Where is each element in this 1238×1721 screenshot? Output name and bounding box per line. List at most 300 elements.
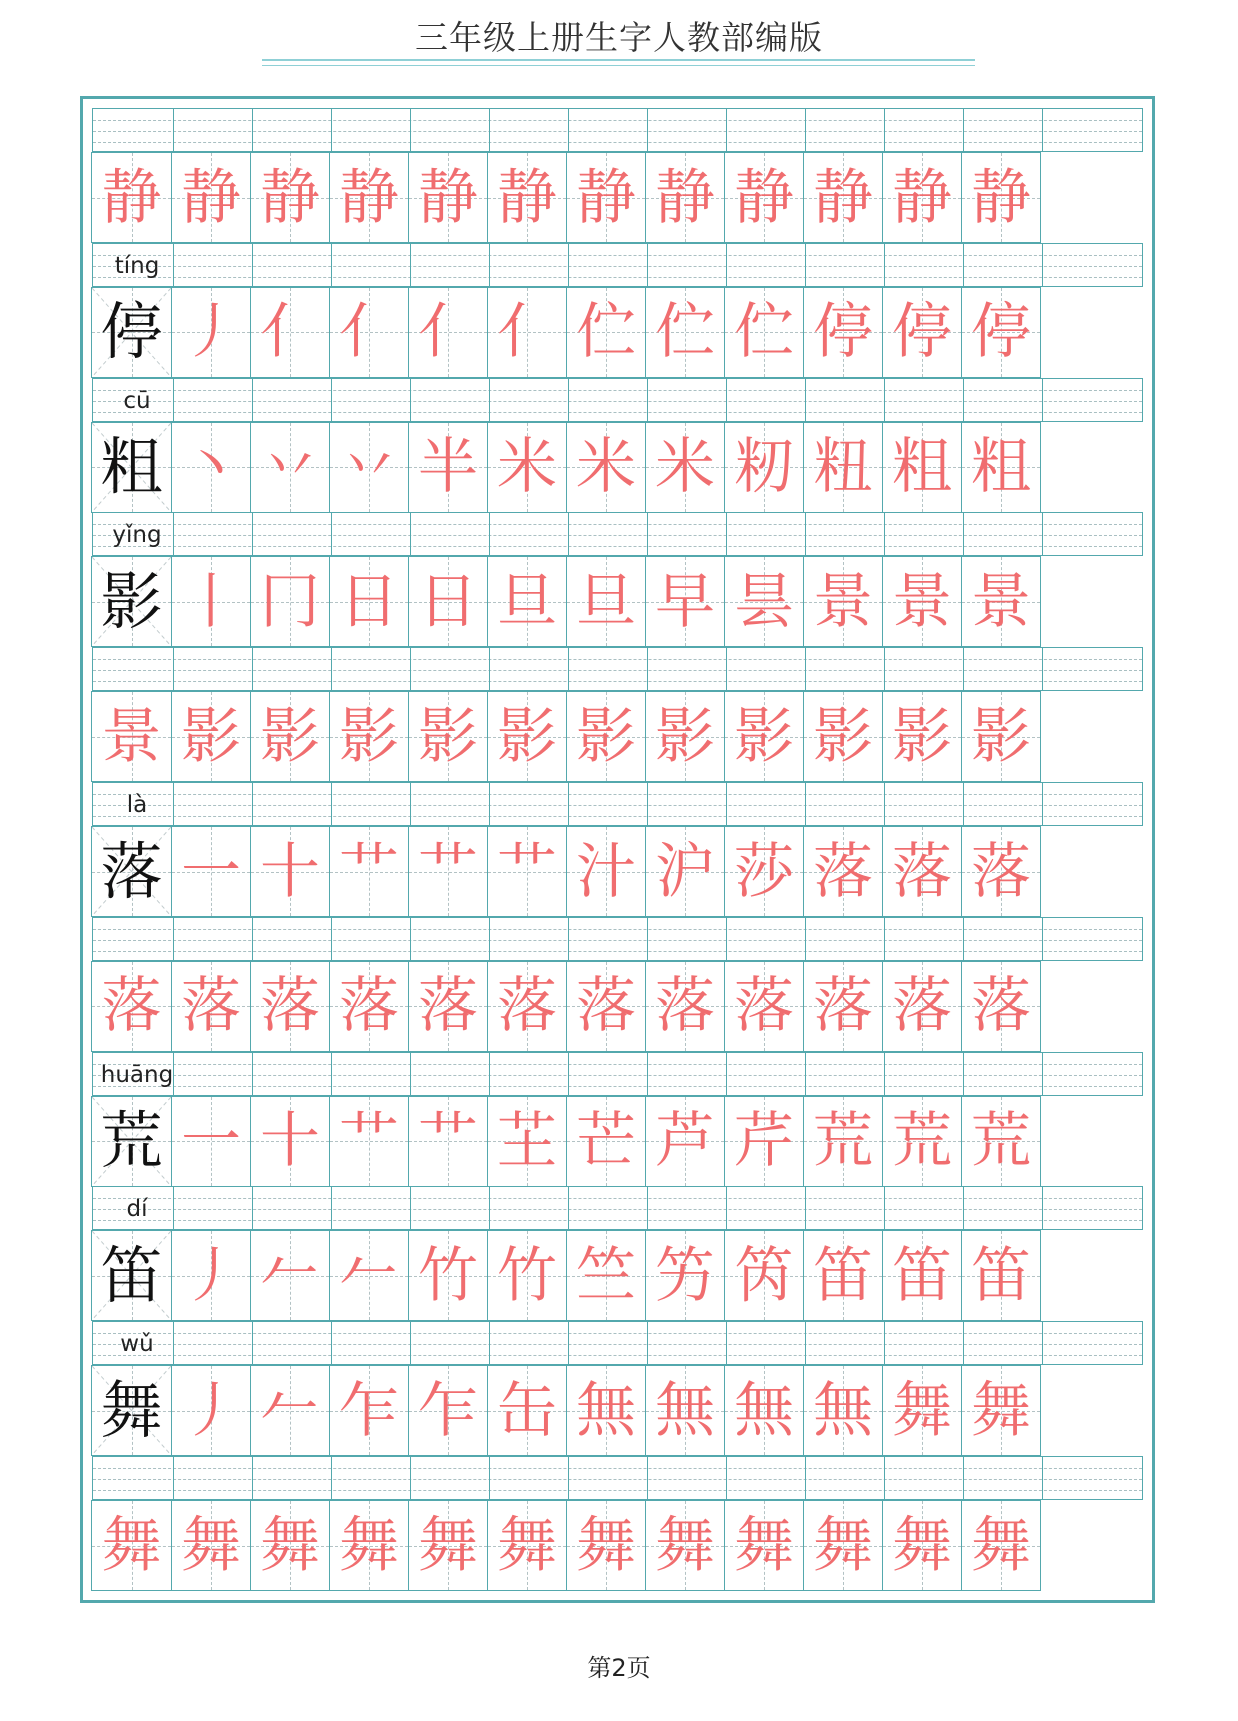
tracing-cell [882, 556, 962, 647]
trace-character: 亻 [497, 297, 557, 368]
tracing-cell [882, 152, 962, 243]
trace-character: 早 [655, 566, 715, 637]
practice-row [92, 108, 1143, 243]
practice-row [92, 1052, 1143, 1187]
tracing-cell [329, 826, 409, 917]
pinyin-band [92, 1186, 1143, 1230]
trace-character: 落 [813, 836, 873, 907]
trace-character: 荒 [971, 1106, 1031, 1177]
trace-character: 丷 [260, 432, 320, 503]
trace-character: 汁 [576, 836, 636, 907]
tracing-cell [250, 1500, 330, 1591]
trace-character: 舞 [497, 1510, 557, 1581]
tracing-cell [171, 1230, 251, 1321]
trace-character: 芏 [497, 1106, 557, 1177]
tracing-cell [171, 826, 251, 917]
tracing-cell [566, 691, 646, 782]
tracing-cell [329, 961, 409, 1052]
model-character: 影 [100, 564, 163, 638]
trace-character: 粗 [892, 432, 952, 503]
pinyin-band [92, 378, 1143, 422]
practice-row [92, 243, 1143, 378]
trace-character: 静 [181, 162, 241, 233]
model-character: 荒 [100, 1104, 163, 1178]
trace-character: 影 [971, 701, 1031, 772]
model-character: 粗 [100, 430, 163, 504]
trace-character: 落 [101, 971, 162, 1042]
tracing-cell [645, 1365, 725, 1456]
trace-character: 停 [892, 297, 952, 368]
trace-character: 影 [260, 701, 320, 772]
trace-character: 静 [339, 162, 399, 233]
trace-character: 無 [576, 1375, 636, 1446]
tracing-cell [803, 422, 883, 513]
trace-character: 静 [971, 162, 1031, 233]
model-character: 舞 [100, 1373, 163, 1447]
tracing-cell [961, 1365, 1041, 1456]
tracing-cell [803, 287, 883, 378]
pinyin-band [92, 917, 1143, 961]
tracing-cell [487, 1500, 567, 1591]
tracing-cell [171, 1365, 251, 1456]
trace-character: 丶 [181, 432, 241, 503]
pinyin-band [92, 243, 1143, 287]
trace-character: 𠂉 [260, 1375, 320, 1446]
tracing-cell [803, 1365, 883, 1456]
trace-character: 舞 [576, 1510, 636, 1581]
tracing-cell [961, 556, 1041, 647]
tracing-cell [961, 287, 1041, 378]
tracing-cell [566, 1096, 646, 1187]
tracing-cell [171, 1096, 251, 1187]
practice-row [92, 782, 1143, 917]
tracing-cell [329, 556, 409, 647]
tracing-cell [882, 422, 962, 513]
tracing-cell [882, 826, 962, 917]
trace-character: 丿 [181, 1375, 241, 1446]
tracing-cell [803, 1230, 883, 1321]
tracing-cell [724, 1230, 804, 1321]
trace-character: 𠂉 [339, 1240, 399, 1311]
trace-character: 𠂉 [260, 1240, 320, 1311]
trace-character: 影 [655, 701, 715, 772]
trace-character: 落 [181, 971, 241, 1042]
tracing-cell [724, 1500, 804, 1591]
tracing-cell [645, 826, 725, 917]
tracing-cell [645, 1096, 725, 1187]
tracing-cell [408, 287, 488, 378]
tracing-cell [487, 691, 567, 782]
trace-character: 日 [418, 566, 478, 637]
tracing-cell [882, 961, 962, 1052]
tracing-cell [171, 556, 251, 647]
model-character: 落 [100, 834, 163, 908]
tracing-cell [961, 1500, 1041, 1591]
tracing-cell [645, 1230, 725, 1321]
trace-character: 芦 [655, 1106, 715, 1177]
tracing-cell [250, 1096, 330, 1187]
trace-character: 旦 [497, 566, 557, 637]
pinyin-label [93, 920, 181, 960]
trace-character: 落 [892, 971, 952, 1042]
trace-character: 舞 [418, 1510, 478, 1581]
model-character-cell [91, 826, 172, 917]
model-character-cell [91, 1230, 172, 1321]
tracing-cell [961, 1230, 1041, 1321]
tracing-cell [487, 422, 567, 513]
practice-grid [92, 108, 1143, 1591]
tracing-cell [882, 691, 962, 782]
tracing-cell [882, 1500, 962, 1591]
trace-character: 静 [260, 162, 320, 233]
tracing-cell [408, 1096, 488, 1187]
tracing-cell [91, 961, 172, 1052]
tracing-cell [250, 1230, 330, 1321]
tracing-cell [724, 691, 804, 782]
trace-character: 静 [497, 162, 557, 233]
tracing-cell [566, 826, 646, 917]
tracing-cell [91, 152, 172, 243]
tracing-cell [645, 961, 725, 1052]
trace-character: 落 [260, 971, 320, 1042]
trace-character: 景 [892, 566, 952, 637]
trace-character: 丿 [181, 297, 241, 368]
trace-character: 影 [892, 701, 952, 772]
trace-character: 艹 [418, 1106, 478, 1177]
trace-character: 竹 [497, 1240, 557, 1311]
trace-character: 落 [971, 971, 1031, 1042]
tracing-cell [645, 422, 725, 513]
tracing-cell [566, 961, 646, 1052]
trace-character: 舞 [892, 1375, 952, 1446]
tracing-cell [961, 1096, 1041, 1187]
trace-character: 停 [813, 297, 873, 368]
tracing-cell [408, 422, 488, 513]
tracing-cell [724, 422, 804, 513]
tracing-cell [329, 1230, 409, 1321]
tracing-cell [645, 556, 725, 647]
trace-character: 沪 [655, 836, 715, 907]
tracing-cell [566, 1365, 646, 1456]
tracing-cell [645, 691, 725, 782]
trace-character: 十 [260, 1106, 320, 1177]
trace-character: 影 [181, 701, 241, 772]
trace-character: 無 [813, 1375, 873, 1446]
trace-character: 伫 [734, 297, 794, 368]
trace-character: 芹 [734, 1106, 794, 1177]
tracing-cell [250, 826, 330, 917]
tracing-cell [803, 826, 883, 917]
tracing-cell [961, 152, 1041, 243]
tracing-cell [329, 422, 409, 513]
tracing-cell [961, 422, 1041, 513]
practice-row [92, 647, 1143, 782]
tracing-cell [408, 1230, 488, 1321]
pinyin-band [92, 108, 1143, 152]
trace-character: 静 [734, 162, 794, 233]
trace-character: 舞 [971, 1510, 1031, 1581]
tracing-cell [171, 961, 251, 1052]
pinyin-label: tíng [114, 252, 160, 279]
trace-character: 舞 [181, 1510, 241, 1581]
trace-character: 亻 [418, 297, 478, 368]
pinyin-band [92, 782, 1143, 826]
trace-character: 舞 [655, 1510, 715, 1581]
practice-row [92, 378, 1143, 513]
trace-character: 停 [971, 297, 1031, 368]
tracing-cell [803, 961, 883, 1052]
tracing-cell [171, 422, 251, 513]
trace-character: 艹 [339, 836, 399, 907]
tracing-cell [487, 1230, 567, 1321]
trace-character: 落 [734, 971, 794, 1042]
trace-character: 冂 [260, 566, 320, 637]
trace-character: 乍 [339, 1375, 399, 1446]
trace-character: 落 [497, 971, 557, 1042]
trace-character: 影 [418, 701, 478, 772]
tracing-cell [724, 826, 804, 917]
practice-row [92, 1321, 1143, 1456]
tracing-cell [566, 287, 646, 378]
pinyin-label: yǐng [112, 522, 162, 549]
trace-character: 荒 [813, 1106, 873, 1177]
trace-character: 静 [655, 162, 715, 233]
tracing-cell [171, 152, 251, 243]
tracing-cell [961, 691, 1041, 782]
trace-character: 落 [418, 971, 478, 1042]
trace-character: 艹 [497, 836, 557, 907]
trace-character: 舞 [101, 1510, 162, 1581]
model-character-cell [91, 422, 172, 513]
trace-character: 落 [655, 971, 715, 1042]
model-character-cell [91, 556, 172, 647]
trace-character: 半 [418, 432, 478, 503]
pinyin-band [92, 647, 1143, 691]
tracing-cell [724, 1096, 804, 1187]
tracing-cell [91, 1500, 172, 1591]
tracing-cell [171, 691, 251, 782]
trace-character: 芒 [576, 1106, 636, 1177]
trace-character: 艹 [339, 1106, 399, 1177]
trace-character: 静 [576, 162, 636, 233]
trace-character: 米 [576, 432, 636, 503]
trace-character: 伫 [576, 297, 636, 368]
tracing-cell [645, 152, 725, 243]
tracing-cell [566, 1500, 646, 1591]
trace-character: 落 [892, 836, 952, 907]
tracing-cell [566, 556, 646, 647]
trace-character: 莎 [734, 836, 794, 907]
tracing-cell [487, 826, 567, 917]
tracing-cell [408, 152, 488, 243]
practice-row [92, 1186, 1143, 1321]
trace-character: 落 [971, 836, 1031, 907]
tracing-cell [803, 556, 883, 647]
trace-character: 景 [971, 566, 1031, 637]
trace-character: 竹 [418, 1240, 478, 1311]
tracing-cell [566, 152, 646, 243]
trace-character: 一 [181, 1106, 241, 1177]
page-number: 第2页 [587, 1654, 651, 1682]
tracing-cell [882, 287, 962, 378]
pinyin-label: huāng [100, 1061, 174, 1088]
tracing-cell [408, 556, 488, 647]
tracing-cell [250, 1365, 330, 1456]
trace-character: 竻 [655, 1240, 715, 1311]
trace-character: 粈 [813, 432, 873, 503]
tracing-cell [487, 1365, 567, 1456]
trace-character: 静 [892, 162, 952, 233]
trace-character: 笍 [734, 1240, 794, 1311]
trace-character: 旦 [576, 566, 636, 637]
pinyin-label: là [126, 792, 148, 818]
practice-row [92, 512, 1143, 647]
trace-character: 日 [339, 566, 399, 637]
trace-character: 影 [339, 701, 399, 772]
trace-character: 十 [260, 836, 320, 907]
tracing-cell [329, 1365, 409, 1456]
trace-character: 笛 [892, 1240, 952, 1311]
tracing-cell [724, 287, 804, 378]
tracing-cell [566, 1230, 646, 1321]
tracing-cell [724, 556, 804, 647]
model-character-cell [91, 287, 172, 378]
tracing-cell [171, 1500, 251, 1591]
trace-character: 静 [418, 162, 478, 233]
tracing-cell [408, 1365, 488, 1456]
tracing-cell [803, 691, 883, 782]
trace-character: 缶 [497, 1375, 557, 1446]
trace-character: 舞 [339, 1510, 399, 1581]
trace-character: 丿 [181, 1240, 241, 1311]
trace-character: 落 [339, 971, 399, 1042]
trace-character: 籾 [734, 432, 794, 503]
model-character-cell [91, 1365, 172, 1456]
trace-character: 落 [813, 971, 873, 1042]
tracing-cell [487, 287, 567, 378]
tracing-cell [408, 691, 488, 782]
tracing-cell [329, 1096, 409, 1187]
trace-character: 伫 [655, 297, 715, 368]
tracing-cell [329, 691, 409, 782]
trace-character: 景 [101, 701, 162, 772]
practice-row [92, 917, 1143, 1052]
trace-character: 亻 [339, 297, 399, 368]
trace-character: 景 [813, 566, 873, 637]
tracing-cell [250, 556, 330, 647]
tracing-cell [645, 287, 725, 378]
tracing-cell [250, 152, 330, 243]
pinyin-label: wǔ [120, 1331, 154, 1358]
trace-character: 粗 [971, 432, 1031, 503]
trace-character: 影 [576, 701, 636, 772]
title-underline-thin [262, 65, 975, 66]
trace-character: 影 [813, 701, 873, 772]
trace-character: 舞 [734, 1510, 794, 1581]
tracing-cell [961, 961, 1041, 1052]
model-character-cell [91, 1096, 172, 1187]
pinyin-label [93, 1459, 181, 1499]
model-character: 停 [100, 295, 163, 369]
trace-character: 乍 [418, 1375, 478, 1446]
tracing-cell [803, 1096, 883, 1187]
tracing-cell [882, 1365, 962, 1456]
trace-character: 丨 [181, 566, 241, 637]
tracing-cell [566, 422, 646, 513]
trace-character: 落 [576, 971, 636, 1042]
model-character: 笛 [100, 1238, 163, 1312]
trace-character: 昙 [734, 566, 794, 637]
pinyin-band [92, 1321, 1143, 1365]
trace-character: 舞 [892, 1510, 952, 1581]
tracing-cell [803, 152, 883, 243]
tracing-cell [882, 1230, 962, 1321]
pinyin-label: cū [123, 387, 151, 414]
pinyin-band [92, 1052, 1143, 1096]
trace-character: 舞 [260, 1510, 320, 1581]
trace-character: 亻 [260, 297, 320, 368]
trace-character: 丷 [339, 432, 399, 503]
trace-character: 無 [734, 1375, 794, 1446]
tracing-cell [803, 1500, 883, 1591]
tracing-cell [329, 152, 409, 243]
practice-row [92, 1456, 1143, 1591]
trace-character: 笛 [813, 1240, 873, 1311]
tracing-cell [329, 287, 409, 378]
tracing-cell [91, 691, 172, 782]
tracing-cell [250, 961, 330, 1052]
pinyin-label [93, 650, 181, 690]
tracing-cell [487, 556, 567, 647]
trace-character: 笛 [971, 1240, 1031, 1311]
tracing-cell [882, 1096, 962, 1187]
tracing-cell [724, 1365, 804, 1456]
trace-character: 静 [101, 162, 162, 233]
trace-character: 影 [734, 701, 794, 772]
pinyin-label [93, 111, 181, 151]
trace-character: 艹 [418, 836, 478, 907]
trace-character: 静 [813, 162, 873, 233]
trace-character: 米 [497, 432, 557, 503]
tracing-cell [329, 1500, 409, 1591]
page-title: 三年级上册生字人教部编版 [415, 18, 823, 57]
tracing-cell [961, 826, 1041, 917]
title-underline [262, 59, 975, 61]
pinyin-band [92, 1456, 1143, 1500]
tracing-cell [408, 826, 488, 917]
tracing-cell [250, 691, 330, 782]
tracing-cell [487, 961, 567, 1052]
trace-character: 米 [655, 432, 715, 503]
trace-character: 影 [497, 701, 557, 772]
trace-character: 一 [181, 836, 241, 907]
trace-character: 竺 [576, 1240, 636, 1311]
tracing-cell [408, 1500, 488, 1591]
pinyin-label: dí [126, 1196, 148, 1223]
trace-character: 舞 [971, 1375, 1031, 1446]
tracing-cell [250, 422, 330, 513]
tracing-cell [408, 961, 488, 1052]
tracing-cell [724, 961, 804, 1052]
tracing-cell [487, 152, 567, 243]
tracing-cell [645, 1500, 725, 1591]
tracing-cell [250, 287, 330, 378]
tracing-cell [487, 1096, 567, 1187]
tracing-cell [724, 152, 804, 243]
pinyin-band [92, 512, 1143, 556]
trace-character: 無 [655, 1375, 715, 1446]
trace-character: 舞 [813, 1510, 873, 1581]
